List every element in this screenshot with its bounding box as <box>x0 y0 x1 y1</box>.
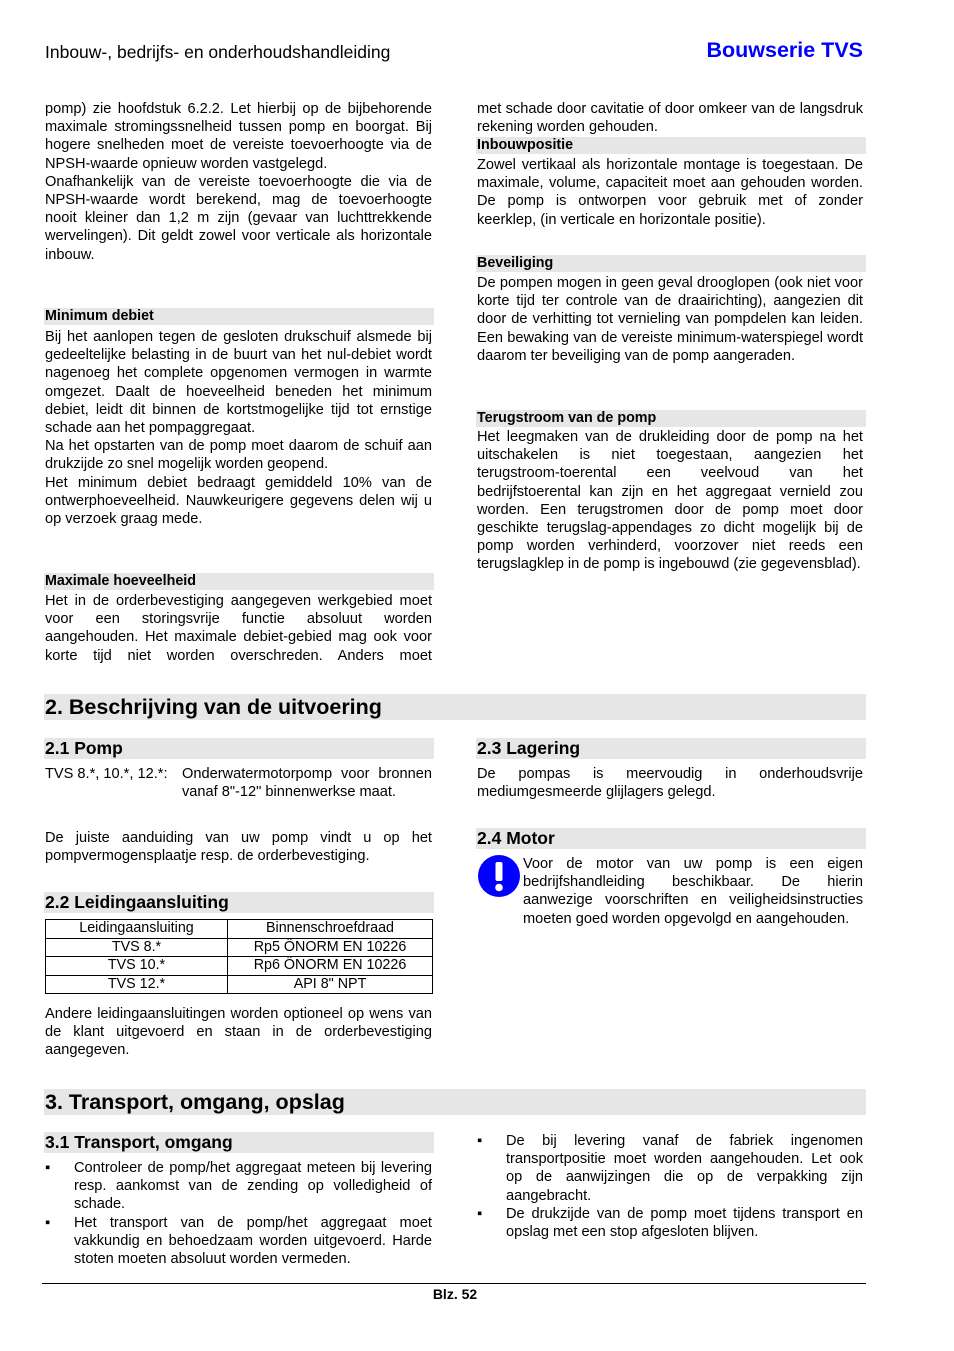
transport-bullets-left <box>45 1159 432 1268</box>
lagering-heading: 2.3 Lagering <box>476 738 866 759</box>
table-header-row <box>46 920 433 939</box>
bullet-marker: ▪ <box>477 1133 483 1149</box>
list-item <box>477 1205 863 1241</box>
header-series-title: Bouwserie TVS <box>706 38 863 62</box>
leidingaansluiting-text: Andere leidingaansluitingen worden optioneel op wens van de klant uitgevoerd en staan in de orderbevestiging aangegeven. <box>45 1006 432 1059</box>
pomp-heading: 2.1 Pomp <box>44 738 434 759</box>
terugstroom-text: Het leegmaken van de drukleiding door de pomp na het uitschakelen is niet toegestaan, aangezien het terugstroom-toerental een veelvoud van het bedrijfstoerental kan zijn en het aggregaat vernield zou worden. Een terugstromen door de pomp moet door geschikte terugslag-appendages zo dicht mogelijk bij de pomp worden verhinderd, voorzover niet reeds een terugslagklep in de pomp is ingebouwd (zie gegevensblad). <box>477 429 863 573</box>
table-cell: Rp6 ÖNORM EN 10226 <box>228 957 433 976</box>
list-item <box>45 1214 432 1269</box>
list-item-text: Het transport van de pomp/het aggregaat moet vakkundig en behoedzaam worden uitgevoerd. Harde stoten moeten absoluut worden vermeden. <box>74 1214 432 1268</box>
beveiliging-heading: Beveiliging <box>476 255 866 272</box>
footer-divider <box>42 1283 866 1284</box>
pomp-aanduiding-text: De juiste aanduiding van uw pomp vindt u op het pompvermogensplaatje resp. de orderbevestiging. <box>45 830 432 865</box>
list-item <box>45 1159 432 1214</box>
table-cell: API 8" NPT <box>228 975 433 994</box>
table-row <box>46 975 433 994</box>
list-item-text: De bij levering vanaf de fabriek ingenomen transportpositie moet worden aangehouden. Let ook op de aanwijzingen die op de verpakking zijn aangebracht. <box>506 1133 863 1204</box>
table-cell: TVS 10.* <box>46 957 228 976</box>
top-left-column <box>45 100 432 264</box>
table-header-cell: Binnenschroefdraad <box>228 920 433 939</box>
lagering-text: De pompas is meervoudig in onderhoudsvrije mediumgesmeerde glijlagers gelegd. <box>477 766 863 801</box>
connection-table <box>45 919 433 994</box>
table-row <box>46 957 433 976</box>
motor-heading: 2.4 Motor <box>476 828 866 849</box>
list-item-text: De drukzijde van de pomp moet tijdens transport en opslag met een stop afgesloten blijven. <box>506 1205 863 1241</box>
minimum-debiet-paragraph-2: Na het opstarten van de pomp moet daarom de schuif aan drukzijde zo snel mogelijk worden geopend. <box>45 438 432 473</box>
table-row <box>46 938 433 957</box>
terugstroom-heading: Terugstroom van de pomp <box>476 410 866 427</box>
table-header-cell: Leidingaansluiting <box>46 920 228 939</box>
inbouwpositie-heading: Inbouwpositie <box>476 137 866 154</box>
section-2-heading: 2. Beschrijving van de uitvoering <box>44 694 866 720</box>
intro-paragraph-2: Onafhankelijk van de vereiste toevoerhoogte die via de NPSH-waarde wordt berekend, mag de toevoerhoogte nooit kleiner dan 1,2 m zijn (gevaar van luchttrekkende wervelingen). Dit geldt zowel voor verticale als horizontale inbouw. <box>45 173 432 263</box>
list-item-text: Controleer de pomp/het aggregaat meteen bij levering resp. aankomst van de zending op volledigheid of schade. <box>74 1160 432 1213</box>
table-cell: TVS 8.* <box>46 938 228 957</box>
bullet-marker: ▪ <box>45 1214 51 1231</box>
inbouwpositie-text: Zowel vertikaal als horizontale montage is toegestaan. De maximale, volume, capaciteit moet aan gehouden worden. De pomp is ontworpen voor gebruik met of zonder keerklep, (in verticale en horizontale positie). <box>477 157 863 228</box>
table-cell: TVS 12.* <box>46 975 228 994</box>
pomp-label: TVS 8.*, 10.*, 12.*: <box>45 766 168 782</box>
motor-text: Voor de motor van uw pomp is een eigen bedrijfshandleiding beschikbaar. De hierin aanwezige voorschriften en veiligheidsinstructies moeten goed worden opgevolgd en aangehouden. <box>523 856 863 927</box>
minimum-debiet-text <box>45 328 432 528</box>
list-item <box>477 1132 863 1205</box>
section-3-heading: 3. Transport, omgang, opslag <box>44 1089 866 1115</box>
maximale-hoeveelheid-heading: Maximale hoeveelheid <box>44 573 434 590</box>
minimum-debiet-paragraph-3: Het minimum debiet bedraagt gemiddeld 10% van de ontwerphoeveelheid. Nauwkeurigere gegevens delen wij u op verzoek graag mede. <box>45 474 432 528</box>
transport-bullets-right <box>477 1132 863 1241</box>
bullet-marker: ▪ <box>477 1205 483 1222</box>
intro-paragraph-1: pomp) zie hoofdstuk 6.2.2. Let hierbij op de bijbehorende maximale stromingssnelheid tussen pomp en boorgat. Bij hogere snelheden moet de vereiste toevoerhoogte via de NPSH-waarde opnieuw worden vastgelegd. <box>45 101 432 172</box>
cavitatie-text: met schade door cavitatie of door omkeer van de langsdruk rekening worden gehouden. <box>477 101 863 136</box>
minimum-debiet-heading: Minimum debiet <box>44 308 434 325</box>
transport-heading: 3.1 Transport, omgang <box>44 1132 434 1153</box>
table-cell: Rp5 ÖNORM EN 10226 <box>228 938 433 957</box>
beveiliging-text: De pompen mogen in geen geval drooglopen (ook niet voor korte tijd ter controle van de draairichting), aangezien dit door de verhitting tot vernieling van pompdelen kan leiden. Een bewaking van de vereiste minimum-waterspiegel wordt daarom ter beveiliging van de pomp aangeraden. <box>477 275 863 364</box>
bullet-marker: ▪ <box>45 1160 51 1176</box>
warning-icon <box>478 855 520 897</box>
header-left-title: Inbouw-, bedrijfs- en onderhoudshandleiding <box>45 42 391 62</box>
page-number: Blz. 52 <box>432 1286 478 1302</box>
leidingaansluiting-heading: 2.2 Leidingaansluiting <box>44 892 434 913</box>
pomp-type-description: Onderwatermotorpomp voor bronnen vanaf 8"-12" binnenwerkse maat. <box>182 766 432 801</box>
maximale-hoeveelheid-text: Het in de orderbevestiging aangegeven werkgebied moet voor een storingsvrije functie absoluut worden aangehouden. Het maximale debiet-gebied mag ook voor korte tijd niet worden overschreden. Anders moet <box>45 593 432 664</box>
minimum-debiet-paragraph-1: Bij het aanlopen tegen de gesloten drukschuif alsmede bij gedeeltelijke belasting in de buurt van het nul-debiet wordt nagenoeg het complete opgenomen vermogen in warmte omgezet. Daalt de hoeveelheid beneden het minimum debiet, leidt dit binnen de kortstmogelijke tijd tot ernstige schade aan het pompaggregaat. <box>45 329 432 437</box>
